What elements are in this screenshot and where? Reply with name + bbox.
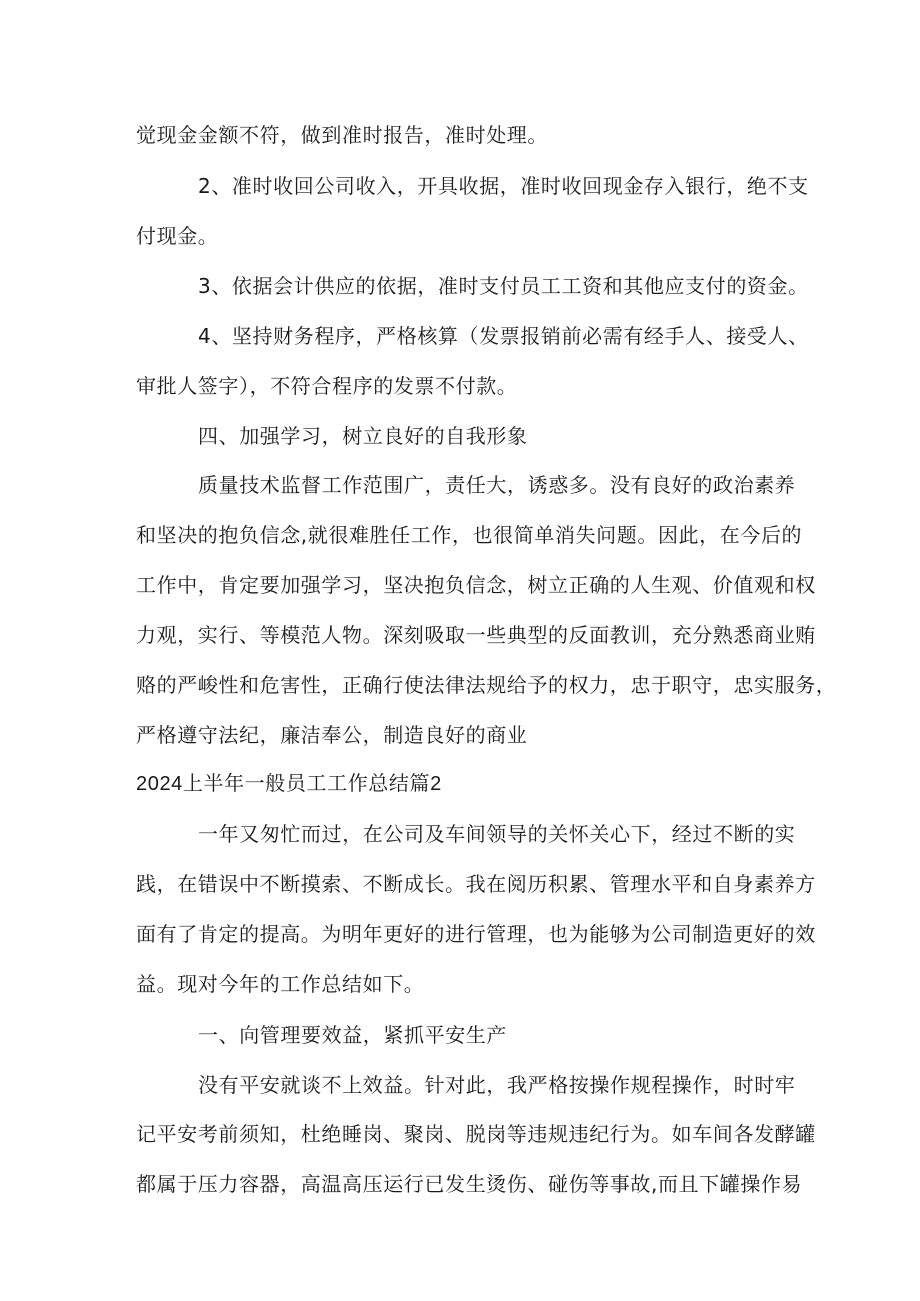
- text-line: 付现金。: [136, 224, 219, 248]
- list-item-3: 3、依据会计供应的依据，准时支付员工工资和其他应支付的资金。: [198, 274, 809, 298]
- paragraph-line: 面有了肯定的提高。为明年更好的进行管理，也为能够为公司制造更好的效: [136, 922, 816, 946]
- section-heading: 一、向管理要效益，紧抓平安生产: [198, 1023, 507, 1047]
- paragraph-line: 力观，实行、等模范人物。深刻吸取一些典型的反面教训，充分熟悉商业贿: [136, 623, 816, 647]
- paragraph-line: 赂的严峻性和危害性，正确行使法律法规给予的权力，忠于职守，忠实服务，: [136, 673, 837, 697]
- paragraph-line: 都属于压力容器，高温高压运行已发生烫伤、碰伤等事故,而且下罐操作易: [136, 1172, 803, 1196]
- paragraph-line: 一年又匆忙而过，在公司及车间领导的关怀关心下，经过不断的实: [198, 822, 796, 846]
- text-line: 审批人签字），不符合程序的发票不付款。: [136, 374, 518, 398]
- paragraph-line: 益。现对今年的工作总结如下。: [136, 972, 425, 996]
- paragraph-line: 践，在错误中不断摸索、不断成长。我在阅历积累、管理水平和自身素养方: [136, 872, 816, 896]
- paragraph-line: 严格遵守法纪，廉洁奉公，制造良好的商业: [136, 723, 528, 747]
- paragraph-line: 质量技术监督工作范围广，责任大，诱惑多。没有良好的政治素养: [198, 473, 796, 497]
- text-line: 觉现金金额不符，做到准时报告，准时处理。: [136, 123, 548, 147]
- paragraph-line: 没有平安就谈不上效益。针对此，我严格按操作规程操作，时时牢: [198, 1073, 796, 1097]
- paragraph-line: 工作中，肯定要加强学习，坚决抱负信念，树立正确的人生观、价值观和权: [136, 573, 816, 597]
- list-item-4: 4、坚持财务程序，严格核算（发票报销前必需有经手人、接受人、: [198, 324, 809, 348]
- article-title: 2024上半年一般员工工作总结篇2: [136, 773, 442, 795]
- paragraph-line: 记平安考前须知，杜绝睡岗、聚岗、脱岗等违规违纪行为。如车间各发酵罐: [136, 1122, 816, 1146]
- paragraph-line: 和坚决的抱负信念,就很难胜任工作，也很简单消失问题。因此，在今后的: [136, 523, 803, 547]
- section-heading: 四、加强学习，树立良好的自我形象: [198, 424, 528, 448]
- list-item-2: 2、准时收回公司收入，开具收据，准时收回现金存入银行，绝不支: [198, 174, 809, 198]
